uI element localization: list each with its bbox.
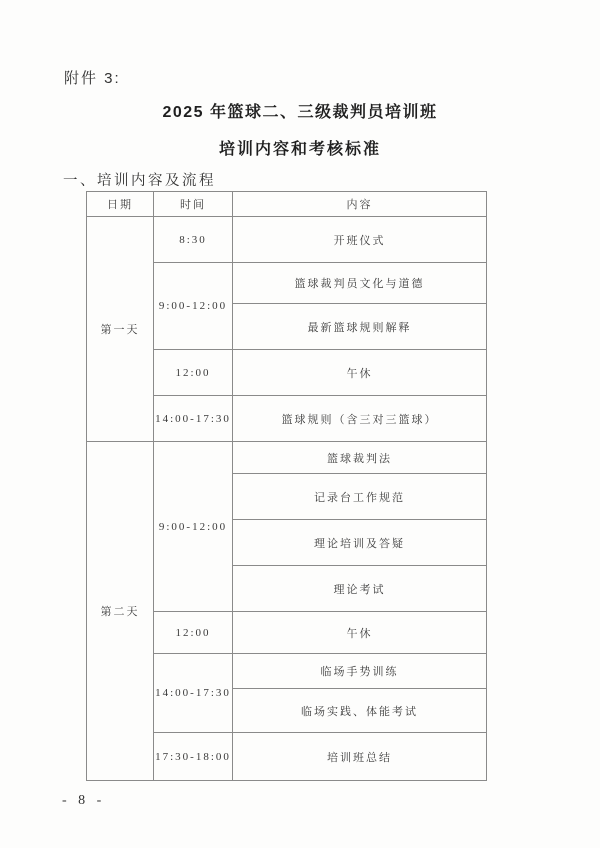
time-cell: 9:00-12:00 — [154, 263, 233, 350]
content-cell: 篮球裁判法 — [233, 442, 487, 474]
day2-cell: 第二天 — [87, 442, 154, 781]
page-number: - 8 - — [62, 793, 106, 808]
content-cell: 培训班总结 — [233, 733, 487, 781]
content-cell: 理论考试 — [233, 566, 487, 612]
document-title-line1: 2025 年篮球二、三级裁判员培训班 — [162, 104, 438, 121]
content-cell: 临场手势训练 — [233, 654, 487, 689]
content-cell: 临场实践、体能考试 — [233, 689, 487, 733]
attachment-label: 附件 3: — [64, 70, 121, 87]
content-cell: 开班仪式 — [233, 217, 487, 263]
table-row — [87, 442, 487, 474]
content-cell: 篮球规则（含三对三篮球） — [233, 396, 487, 442]
time-cell: 14:00-17:30 — [154, 654, 233, 733]
content-cell: 记录台工作规范 — [233, 474, 487, 520]
time-column-header: 时间 — [154, 192, 233, 217]
time-cell: 9:00-12:00 — [154, 442, 233, 612]
table-header-row — [87, 192, 487, 217]
section-heading: 一、培训内容及流程 — [63, 173, 216, 189]
content-cell: 午休 — [233, 350, 487, 396]
content-cell: 理论培训及答疑 — [233, 520, 487, 566]
document-title-line2: 培训内容和考核标准 — [218, 141, 381, 158]
table-row — [87, 217, 487, 263]
date-column-header: 日期 — [87, 192, 154, 217]
content-cell: 最新篮球规则解释 — [233, 304, 487, 350]
day1-cell: 第一天 — [87, 217, 154, 442]
content-column-header: 内容 — [233, 192, 487, 217]
time-cell: 8:30 — [154, 217, 233, 263]
content-cell: 篮球裁判员文化与道德 — [233, 263, 487, 304]
content-cell: 午休 — [233, 612, 487, 654]
training-schedule-table — [86, 191, 487, 781]
time-cell: 14:00-17:30 — [154, 396, 233, 442]
time-cell: 12:00 — [154, 612, 233, 654]
time-cell: 17:30-18:00 — [154, 733, 233, 781]
time-cell: 12:00 — [154, 350, 233, 396]
